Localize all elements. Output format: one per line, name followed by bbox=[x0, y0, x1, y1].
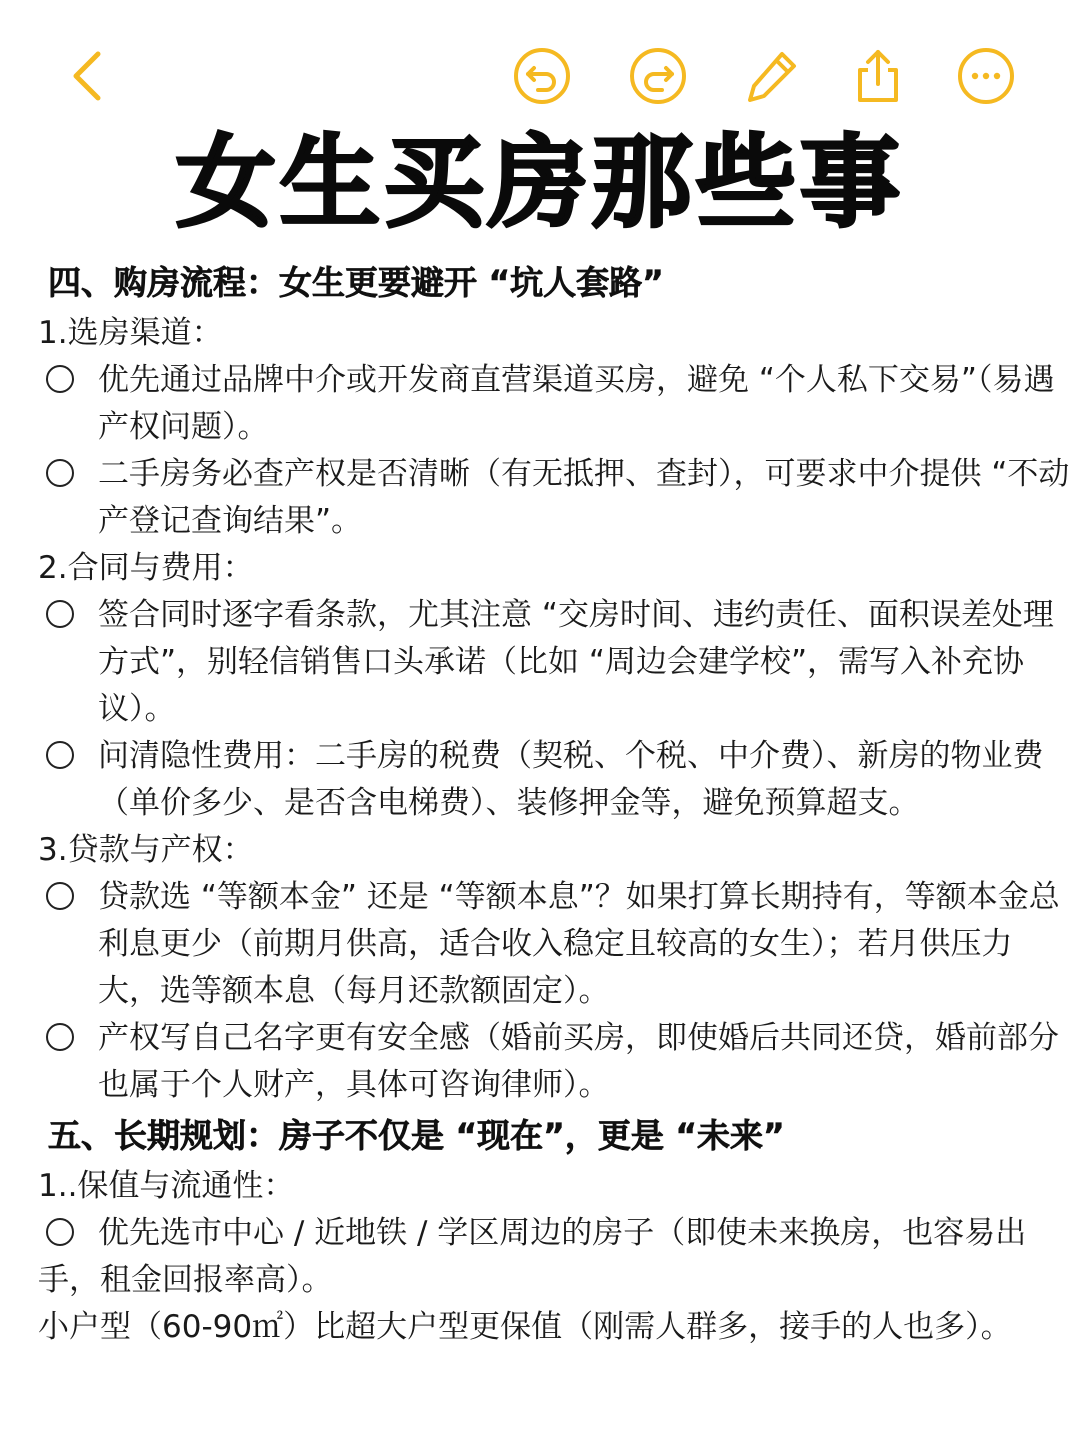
list-item-text: 优先通过品牌中介或开发商直营渠道买房，避免 “个人私下交易”（易遇产权问题）。 bbox=[98, 362, 1055, 445]
edit-icon bbox=[742, 46, 802, 106]
list-item-text: 问清隐性费用：二手房的税费（契税、个税、中介费）、新房的物业费（单价多少、是否含电梯费）、装修押金等，避免预算超支。 bbox=[98, 738, 1044, 821]
list-item-text: 产权写自己名字更有安全感（婚前买房，即使婚后共同还贷，婚前部分也属于个人财产，具体可咨询律师）。 bbox=[98, 1020, 1059, 1103]
undo-icon bbox=[512, 46, 572, 106]
list-item bbox=[38, 874, 1073, 1015]
subsection-label: 1.选房渠道： bbox=[38, 315, 223, 351]
more-icon bbox=[956, 46, 1016, 106]
share-button[interactable] bbox=[846, 44, 910, 108]
circle-bullet-icon bbox=[46, 365, 74, 393]
section-heading: 五、长期规划：房子不仅是 “现在”，更是 “未来” bbox=[48, 1116, 785, 1155]
circle-bullet-icon bbox=[46, 1218, 74, 1246]
list-item bbox=[38, 451, 1073, 545]
share-icon bbox=[848, 46, 908, 106]
paragraph-text: 小户型（60-90㎡）比超大户型更保值（刚需人群多，接手的人也多）。 bbox=[38, 1309, 1012, 1345]
list-item-text: 签合同时逐字看条款，尤其注意 “交房时间、违约责任、面积误差处理方式”，别轻信销售口头承诺（比如 “周边会建学校”，需写入补充协议）。 bbox=[98, 597, 1054, 727]
note-body bbox=[38, 256, 1073, 1351]
list-item bbox=[38, 1015, 1073, 1109]
list-item bbox=[38, 1210, 1073, 1304]
list-item-text: 二手房务必查产权是否清晰（有无抵押、查封），可要求中介提供 “不动产登记查询结果”。 bbox=[98, 456, 1070, 539]
redo-icon bbox=[628, 46, 688, 106]
more-button[interactable] bbox=[954, 44, 1018, 108]
subsection-label: 2.合同与费用： bbox=[38, 550, 254, 586]
redo-button[interactable] bbox=[626, 44, 690, 108]
list-item bbox=[38, 357, 1073, 451]
page-title: 女生买房那些事 bbox=[176, 124, 904, 241]
list-item-text: 优先选市中心 / 近地铁 / 学区周边的房子（即使未来换房，也容易出手，租金回报率高）。 bbox=[38, 1215, 1027, 1298]
list-item bbox=[38, 592, 1073, 733]
back-button[interactable] bbox=[58, 44, 122, 108]
undo-button[interactable] bbox=[510, 44, 574, 108]
subsection-label: 3.贷款与产权： bbox=[38, 832, 254, 868]
circle-bullet-icon bbox=[46, 459, 74, 487]
section-heading: 四、购房流程：女生更要避开 “坑人套路” bbox=[48, 263, 664, 302]
toolbar bbox=[0, 0, 1080, 120]
circle-bullet-icon bbox=[46, 600, 74, 628]
edit-button[interactable] bbox=[740, 44, 804, 108]
subsection-label: 1..保值与流通性： bbox=[38, 1168, 295, 1204]
list-item-text: 贷款选 “等额本金” 还是 “等额本息”？如果打算长期持有，等额本金总利息更少（前期月供高，适合收入稳定且较高的女生）；若月供压力大，选等额本息（每月还款额固定）。 bbox=[98, 879, 1060, 1009]
back-icon bbox=[60, 46, 120, 106]
circle-bullet-icon bbox=[46, 1023, 74, 1051]
circle-bullet-icon bbox=[46, 882, 74, 910]
circle-bullet-icon bbox=[46, 741, 74, 769]
list-item bbox=[38, 733, 1073, 827]
